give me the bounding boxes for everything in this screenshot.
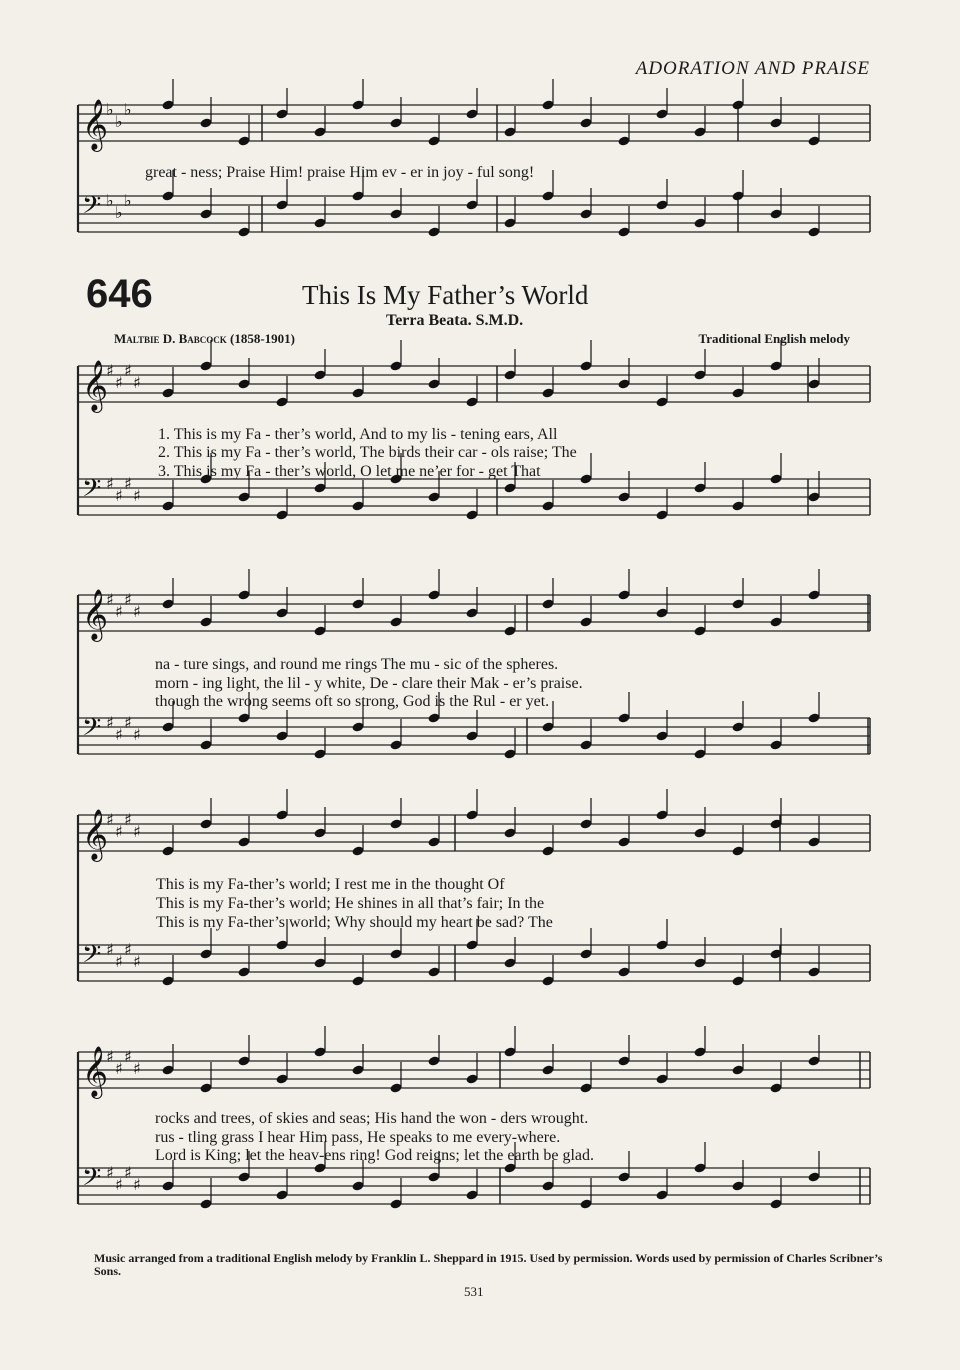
sharp-icon: ♯ <box>133 602 141 621</box>
sharp-icon: ♯ <box>124 590 132 609</box>
treble-clef-icon: 𝄞 <box>82 99 109 150</box>
bass-clef-icon: 𝄢 <box>82 713 102 748</box>
sharp-icon: ♯ <box>133 1059 141 1078</box>
bass-clef-icon: 𝄢 <box>82 191 102 226</box>
sharp-icon: ♯ <box>124 474 132 493</box>
sharp-icon: ♯ <box>106 1047 114 1066</box>
lyric-line: morn - ing light, the lil - y white, De - clare their Mak - er’s praise. <box>155 675 583 692</box>
sharp-icon: ♯ <box>115 725 123 744</box>
sharp-icon: ♯ <box>106 474 114 493</box>
lyric-line: rus - tling grass I hear Him pass, He speaks to me every-where. <box>155 1129 561 1146</box>
lyric-line: Lord is King; let the heav-ens ring! God reigns; let the earth be glad. <box>155 1147 594 1164</box>
sharp-icon: ♯ <box>133 486 141 505</box>
sharp-icon: ♯ <box>124 1047 132 1066</box>
bass-clef-icon: 𝄢 <box>82 1163 102 1198</box>
composer-credit: Traditional English melody <box>698 331 850 346</box>
lyric-line: This is my Fa-ther’s world; I rest me in the thought Of <box>156 876 505 893</box>
lyric-line: This is my Fa-ther’s world; He shines in all that’s fair; In the <box>156 895 545 912</box>
sharp-icon: ♯ <box>106 1163 114 1182</box>
flat-icon: ♭ <box>115 112 123 131</box>
author-credit: Maltbie D. Babcock (1858-1901) <box>114 331 296 346</box>
hymn-title: This Is My Father’s World <box>302 280 589 310</box>
sharp-icon: ♯ <box>133 1175 141 1194</box>
treble-clef-icon: 𝄞 <box>82 589 109 640</box>
sharp-icon: ♯ <box>115 602 123 621</box>
section-header: ADORATION AND PRAISE <box>635 58 870 79</box>
sharp-icon: ♯ <box>124 940 132 959</box>
sharp-icon: ♯ <box>133 822 141 841</box>
sharp-icon: ♯ <box>106 590 114 609</box>
lyric-line: This is my Fa-ther’s world; Why should my heart be sad? The <box>156 914 553 931</box>
lyric-line: though the wrong seems oft so strong, God is the Rul - er yet. <box>155 693 550 710</box>
page-number: 531 <box>464 1284 484 1299</box>
treble-clef-icon: 𝄞 <box>82 360 109 411</box>
sharp-icon: ♯ <box>115 1175 123 1194</box>
treble-clef-icon: 𝄞 <box>82 809 109 860</box>
flat-icon: ♭ <box>124 191 132 210</box>
lyric-line: 3. This is my Fa - ther’s world, O let me ne’er for - get That <box>158 463 541 480</box>
hymn-number: 646 <box>86 272 153 316</box>
lyric-line: 1. This is my Fa - ther’s world, And to my lis - tening ears, All <box>158 426 558 443</box>
copyright-footer: Music arranged from a traditional English melody by Franklin L. Sheppard in 1915. Used by permission. Words used by permission of Charles Scribner’s Sons. <box>94 1251 883 1278</box>
sharp-icon: ♯ <box>115 1059 123 1078</box>
sharp-icon: ♯ <box>106 713 114 732</box>
sharp-icon: ♯ <box>115 486 123 505</box>
lyric-line: rocks and trees, of skies and seas; His hand the won - ders wrought. <box>155 1110 589 1127</box>
bass-clef-icon: 𝄢 <box>82 474 102 509</box>
bass-clef-icon: 𝄢 <box>82 940 102 975</box>
sharp-icon: ♯ <box>133 952 141 971</box>
sharp-icon: ♯ <box>115 952 123 971</box>
lyric-line: na - ture sings, and round me rings The mu - sic of the spheres. <box>155 656 559 673</box>
sharp-icon: ♯ <box>106 940 114 959</box>
sharp-icon: ♯ <box>133 373 141 392</box>
prev-hymn-lyric: great - ness; Praise Him! praise Him ev - er in joy - ful song! <box>145 164 535 181</box>
treble-clef-icon: 𝄞 <box>82 1046 109 1097</box>
flat-icon: ♭ <box>115 203 123 222</box>
sharp-icon: ♯ <box>115 373 123 392</box>
sharp-icon: ♯ <box>124 1163 132 1182</box>
sharp-icon: ♯ <box>106 361 114 380</box>
sharp-icon: ♯ <box>124 810 132 829</box>
sharp-icon: ♯ <box>124 713 132 732</box>
lyric-line: 2. This is my Fa - ther’s world, The birds their car - ols raise; The <box>158 444 577 461</box>
sharp-icon: ♯ <box>106 810 114 829</box>
sharp-icon: ♯ <box>133 725 141 744</box>
flat-icon: ♭ <box>106 191 114 210</box>
flat-icon: ♭ <box>124 100 132 119</box>
sharp-icon: ♯ <box>115 822 123 841</box>
sharp-icon: ♯ <box>124 361 132 380</box>
flat-icon: ♭ <box>106 100 114 119</box>
tune-name: Terra Beata. S.M.D. <box>386 312 524 329</box>
